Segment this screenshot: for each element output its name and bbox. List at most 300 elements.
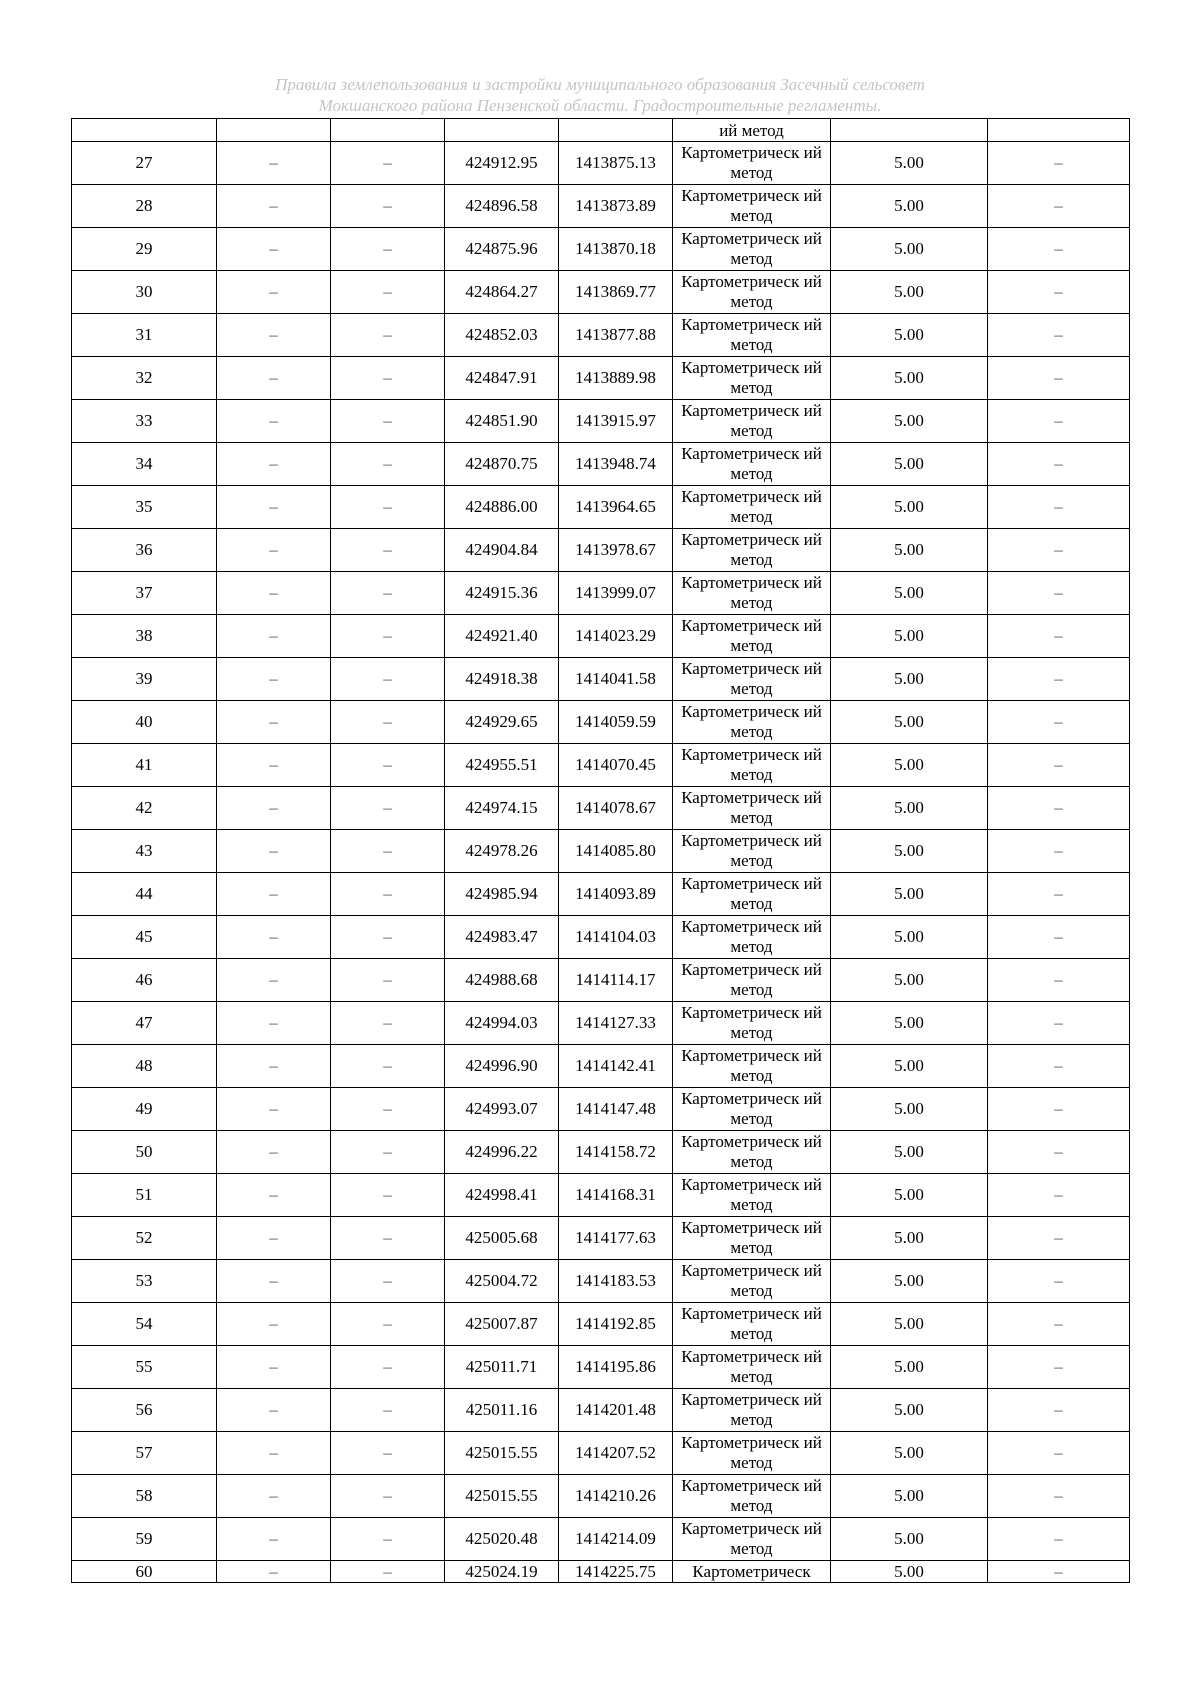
cell-col3: – — [331, 916, 445, 959]
cell-col2: – — [217, 744, 331, 787]
cell-method: Картометрическ ий метод — [673, 1346, 831, 1389]
cell-col8: – — [988, 1088, 1130, 1131]
cell-y-coordinate: 1414093.89 — [559, 873, 673, 916]
cell-col3: – — [331, 830, 445, 873]
cell-method: Картометрическ ий метод — [673, 1260, 831, 1303]
cell-accuracy: 5.00 — [831, 701, 988, 744]
cell-x-coordinate: 424985.94 — [445, 873, 559, 916]
cell-y-coordinate: 1413948.74 — [559, 443, 673, 486]
cell-x-coordinate: 425020.48 — [445, 1518, 559, 1561]
cell-method: Картометрическ ий метод — [673, 271, 831, 314]
cell-point-number: 55 — [72, 1346, 217, 1389]
cell-point-number: 43 — [72, 830, 217, 873]
table-row — [72, 916, 1130, 959]
table-row — [72, 830, 1130, 873]
table-row — [72, 572, 1130, 615]
cell-x-coordinate: 424851.90 — [445, 400, 559, 443]
cell-col2: – — [217, 1174, 331, 1217]
cell-col2: – — [217, 1303, 331, 1346]
cell-x-coordinate: 424864.27 — [445, 271, 559, 314]
cell-method: Картометрическ ий метод — [673, 615, 831, 658]
cell-point-number: 33 — [72, 400, 217, 443]
cell-method-continued: ий метод — [673, 119, 831, 142]
cell-point-number: 48 — [72, 1045, 217, 1088]
cell-point-number: 31 — [72, 314, 217, 357]
cell-empty — [988, 119, 1130, 142]
cell-method: Картометрическ ий метод — [673, 830, 831, 873]
cell-col3: – — [331, 314, 445, 357]
cell-method: Картометрическ ий метод — [673, 1174, 831, 1217]
cell-col8: – — [988, 185, 1130, 228]
cell-method: Картометрическ ий метод — [673, 959, 831, 1002]
cell-col8: – — [988, 1045, 1130, 1088]
cell-method: Картометрическ ий метод — [673, 443, 831, 486]
cell-method: Картометрическ ий метод — [673, 873, 831, 916]
cell-col8: – — [988, 701, 1130, 744]
cell-point-number: 37 — [72, 572, 217, 615]
cell-col3: – — [331, 1475, 445, 1518]
cell-x-coordinate: 424988.68 — [445, 959, 559, 1002]
cell-col2: – — [217, 572, 331, 615]
cell-method: Картометрическ ий метод — [673, 486, 831, 529]
table-row — [72, 142, 1130, 185]
table-row — [72, 1217, 1130, 1260]
cell-col3: – — [331, 658, 445, 701]
table-row — [72, 1303, 1130, 1346]
cell-col3: – — [331, 1303, 445, 1346]
cell-y-coordinate: 1414059.59 — [559, 701, 673, 744]
cell-method: Картометрическ ий метод — [673, 572, 831, 615]
cell-accuracy: 5.00 — [831, 830, 988, 873]
cell-y-coordinate: 1414177.63 — [559, 1217, 673, 1260]
cell-col3: – — [331, 1045, 445, 1088]
cell-y-coordinate: 1414201.48 — [559, 1389, 673, 1432]
cell-point-number: 57 — [72, 1432, 217, 1475]
cell-accuracy: 5.00 — [831, 744, 988, 787]
cell-col3: – — [331, 1389, 445, 1432]
cell-col2: – — [217, 1131, 331, 1174]
cell-accuracy: 5.00 — [831, 873, 988, 916]
table-row — [72, 1389, 1130, 1432]
cell-accuracy: 5.00 — [831, 486, 988, 529]
cell-method: Картометрическ ий метод — [673, 1002, 831, 1045]
cell-accuracy: 5.00 — [831, 1260, 988, 1303]
cell-col8: – — [988, 1432, 1130, 1475]
cell-method: Картометрическ ий метод — [673, 142, 831, 185]
cell-accuracy: 5.00 — [831, 916, 988, 959]
cell-method: Картометрическ ий метод — [673, 1217, 831, 1260]
cell-accuracy: 5.00 — [831, 1475, 988, 1518]
cell-col2: – — [217, 228, 331, 271]
page-header — [0, 74, 1200, 116]
cell-col2: – — [217, 916, 331, 959]
cell-col2: – — [217, 1088, 331, 1131]
cell-col2: – — [217, 615, 331, 658]
cell-x-coordinate: 424929.65 — [445, 701, 559, 744]
table-row-continued — [72, 119, 1130, 142]
cell-col8: – — [988, 830, 1130, 873]
cell-y-coordinate: 1414214.09 — [559, 1518, 673, 1561]
table-row — [72, 529, 1130, 572]
cell-point-number: 58 — [72, 1475, 217, 1518]
cell-col3: – — [331, 228, 445, 271]
table-row — [72, 271, 1130, 314]
cell-x-coordinate: 424896.58 — [445, 185, 559, 228]
cell-col3: – — [331, 873, 445, 916]
cell-x-coordinate: 424918.38 — [445, 658, 559, 701]
cell-col8: – — [988, 228, 1130, 271]
table-row — [72, 314, 1130, 357]
cell-col2: – — [217, 400, 331, 443]
cell-method: Картометрическ ий метод — [673, 1045, 831, 1088]
table-row — [72, 744, 1130, 787]
cell-x-coordinate: 424974.15 — [445, 787, 559, 830]
cell-method: Картометрическ ий метод — [673, 400, 831, 443]
table-row — [72, 1518, 1130, 1561]
cell-point-number: 38 — [72, 615, 217, 658]
cell-x-coordinate: 424998.41 — [445, 1174, 559, 1217]
cell-y-coordinate: 1414210.26 — [559, 1475, 673, 1518]
cell-col3: – — [331, 1131, 445, 1174]
cell-col8: – — [988, 1561, 1130, 1583]
cell-accuracy: 5.00 — [831, 1002, 988, 1045]
cell-col8: – — [988, 959, 1130, 1002]
cell-point-number: 56 — [72, 1389, 217, 1432]
cell-col2: – — [217, 787, 331, 830]
cell-accuracy: 5.00 — [831, 1131, 988, 1174]
cell-y-coordinate: 1413964.65 — [559, 486, 673, 529]
cell-x-coordinate: 424852.03 — [445, 314, 559, 357]
cell-col2: – — [217, 1561, 331, 1583]
cell-point-number: 51 — [72, 1174, 217, 1217]
cell-accuracy: 5.00 — [831, 1561, 988, 1583]
cell-col2: – — [217, 701, 331, 744]
cell-col3: – — [331, 1002, 445, 1045]
cell-col8: – — [988, 572, 1130, 615]
cell-point-number: 39 — [72, 658, 217, 701]
cell-point-number: 47 — [72, 1002, 217, 1045]
cell-col8: – — [988, 400, 1130, 443]
cell-y-coordinate: 1414070.45 — [559, 744, 673, 787]
cell-accuracy: 5.00 — [831, 228, 988, 271]
table-row — [72, 1260, 1130, 1303]
cell-col2: – — [217, 1217, 331, 1260]
cell-y-coordinate: 1414104.03 — [559, 916, 673, 959]
table-row — [72, 701, 1130, 744]
cell-accuracy: 5.00 — [831, 1518, 988, 1561]
cell-method: Картометрическ ий метод — [673, 701, 831, 744]
cell-col3: – — [331, 486, 445, 529]
cell-col3: – — [331, 1346, 445, 1389]
table-row — [72, 1174, 1130, 1217]
cell-col8: – — [988, 1174, 1130, 1217]
cell-point-number: 34 — [72, 443, 217, 486]
cell-col2: – — [217, 443, 331, 486]
table-row — [72, 1002, 1130, 1045]
cell-col8: – — [988, 142, 1130, 185]
cell-y-coordinate: 1414041.58 — [559, 658, 673, 701]
cell-accuracy: 5.00 — [831, 1174, 988, 1217]
cell-x-coordinate: 424870.75 — [445, 443, 559, 486]
cell-y-coordinate: 1414147.48 — [559, 1088, 673, 1131]
cell-col2: – — [217, 1432, 331, 1475]
cell-accuracy: 5.00 — [831, 787, 988, 830]
cell-col3: – — [331, 701, 445, 744]
cell-method: Картометрическ ий метод — [673, 744, 831, 787]
cell-col3: – — [331, 271, 445, 314]
cell-accuracy: 5.00 — [831, 271, 988, 314]
cell-accuracy: 5.00 — [831, 314, 988, 357]
cell-point-number: 42 — [72, 787, 217, 830]
cell-col8: – — [988, 1217, 1130, 1260]
cell-accuracy: 5.00 — [831, 1303, 988, 1346]
cell-x-coordinate: 424912.95 — [445, 142, 559, 185]
cell-col3: – — [331, 185, 445, 228]
cell-y-coordinate: 1413999.07 — [559, 572, 673, 615]
cell-method: Картометрическ ий метод — [673, 1303, 831, 1346]
cell-point-number: 30 — [72, 271, 217, 314]
coordinates-table — [71, 118, 1130, 1583]
cell-col8: – — [988, 443, 1130, 486]
cell-col3: – — [331, 1518, 445, 1561]
cell-empty — [217, 119, 331, 142]
table-row — [72, 486, 1130, 529]
cell-point-number: 35 — [72, 486, 217, 529]
cell-point-number: 49 — [72, 1088, 217, 1131]
cell-point-number: 29 — [72, 228, 217, 271]
cell-col8: – — [988, 1260, 1130, 1303]
cell-method: Картометрическ ий метод — [673, 1475, 831, 1518]
cell-col3: – — [331, 959, 445, 1002]
cell-col8: – — [988, 1131, 1130, 1174]
table-body — [72, 119, 1130, 1583]
cell-y-coordinate: 1414127.33 — [559, 1002, 673, 1045]
cell-x-coordinate: 425004.72 — [445, 1260, 559, 1303]
cell-method: Картометрическ ий метод — [673, 357, 831, 400]
cell-y-coordinate: 1414158.72 — [559, 1131, 673, 1174]
cell-accuracy: 5.00 — [831, 1432, 988, 1475]
cell-col8: – — [988, 615, 1130, 658]
cell-col2: – — [217, 830, 331, 873]
cell-accuracy: 5.00 — [831, 1389, 988, 1432]
cell-y-coordinate: 1414142.41 — [559, 1045, 673, 1088]
cell-y-coordinate: 1414195.86 — [559, 1346, 673, 1389]
cell-accuracy: 5.00 — [831, 658, 988, 701]
header-line-1: Правила землепользования и застройки муниципального образования Засечный сельсовет — [275, 75, 925, 94]
cell-method: Картометрическ ий метод — [673, 1088, 831, 1131]
cell-point-number: 36 — [72, 529, 217, 572]
cell-y-coordinate: 1413915.97 — [559, 400, 673, 443]
cell-x-coordinate: 424955.51 — [445, 744, 559, 787]
table-row — [72, 228, 1130, 271]
table-row — [72, 959, 1130, 1002]
cell-y-coordinate: 1414114.17 — [559, 959, 673, 1002]
cell-col8: – — [988, 486, 1130, 529]
table-row — [72, 787, 1130, 830]
table-row-last — [72, 1561, 1130, 1583]
cell-col2: – — [217, 271, 331, 314]
cell-x-coordinate: 425015.55 — [445, 1475, 559, 1518]
table-row — [72, 1432, 1130, 1475]
cell-col2: – — [217, 1389, 331, 1432]
cell-point-number: 28 — [72, 185, 217, 228]
cell-y-coordinate: 1414023.29 — [559, 615, 673, 658]
table-row — [72, 185, 1130, 228]
cell-x-coordinate: 425015.55 — [445, 1432, 559, 1475]
cell-point-number: 52 — [72, 1217, 217, 1260]
cell-empty — [445, 119, 559, 142]
cell-method: Картометрическ ий метод — [673, 529, 831, 572]
cell-point-number: 41 — [72, 744, 217, 787]
cell-method: Картометрическ ий метод — [673, 787, 831, 830]
cell-col8: – — [988, 658, 1130, 701]
table-row — [72, 615, 1130, 658]
cell-accuracy: 5.00 — [831, 1346, 988, 1389]
cell-x-coordinate: 425024.19 — [445, 1561, 559, 1583]
cell-x-coordinate: 424996.90 — [445, 1045, 559, 1088]
cell-method: Картометрическ — [673, 1561, 831, 1583]
cell-col8: – — [988, 529, 1130, 572]
cell-y-coordinate: 1413869.77 — [559, 271, 673, 314]
cell-col8: – — [988, 1518, 1130, 1561]
cell-col2: – — [217, 185, 331, 228]
cell-accuracy: 5.00 — [831, 572, 988, 615]
cell-col3: – — [331, 1217, 445, 1260]
cell-col2: – — [217, 658, 331, 701]
cell-x-coordinate: 424996.22 — [445, 1131, 559, 1174]
cell-point-number: 40 — [72, 701, 217, 744]
cell-x-coordinate: 424915.36 — [445, 572, 559, 615]
cell-col3: – — [331, 1561, 445, 1583]
cell-col3: – — [331, 529, 445, 572]
cell-col8: – — [988, 1303, 1130, 1346]
cell-col2: – — [217, 1260, 331, 1303]
cell-x-coordinate: 425007.87 — [445, 1303, 559, 1346]
cell-x-coordinate: 424847.91 — [445, 357, 559, 400]
cell-y-coordinate: 1413873.89 — [559, 185, 673, 228]
cell-col2: – — [217, 1045, 331, 1088]
cell-point-number: 45 — [72, 916, 217, 959]
cell-point-number: 59 — [72, 1518, 217, 1561]
cell-col8: – — [988, 1002, 1130, 1045]
cell-method: Картометрическ ий метод — [673, 658, 831, 701]
table-row — [72, 443, 1130, 486]
cell-col8: – — [988, 916, 1130, 959]
cell-accuracy: 5.00 — [831, 443, 988, 486]
cell-y-coordinate: 1413877.88 — [559, 314, 673, 357]
cell-x-coordinate: 425005.68 — [445, 1217, 559, 1260]
cell-x-coordinate: 424978.26 — [445, 830, 559, 873]
cell-method: Картометрическ ий метод — [673, 1131, 831, 1174]
cell-x-coordinate: 424875.96 — [445, 228, 559, 271]
cell-col3: – — [331, 787, 445, 830]
cell-accuracy: 5.00 — [831, 615, 988, 658]
cell-col3: – — [331, 615, 445, 658]
cell-col2: – — [217, 873, 331, 916]
cell-col3: – — [331, 357, 445, 400]
cell-col2: – — [217, 486, 331, 529]
cell-col8: – — [988, 744, 1130, 787]
cell-point-number: 54 — [72, 1303, 217, 1346]
cell-x-coordinate: 424983.47 — [445, 916, 559, 959]
cell-col2: – — [217, 314, 331, 357]
cell-y-coordinate: 1414078.67 — [559, 787, 673, 830]
cell-empty — [331, 119, 445, 142]
cell-y-coordinate: 1413875.13 — [559, 142, 673, 185]
cell-x-coordinate: 425011.71 — [445, 1346, 559, 1389]
cell-y-coordinate: 1414183.53 — [559, 1260, 673, 1303]
cell-col8: – — [988, 314, 1130, 357]
cell-col2: – — [217, 959, 331, 1002]
table-row — [72, 1088, 1130, 1131]
cell-col8: – — [988, 873, 1130, 916]
cell-point-number: 46 — [72, 959, 217, 1002]
cell-col3: – — [331, 1174, 445, 1217]
table-row — [72, 873, 1130, 916]
cell-col2: – — [217, 1346, 331, 1389]
cell-x-coordinate: 425011.16 — [445, 1389, 559, 1432]
cell-col2: – — [217, 1002, 331, 1045]
cell-accuracy: 5.00 — [831, 1045, 988, 1088]
cell-method: Картометрическ ий метод — [673, 916, 831, 959]
cell-y-coordinate: 1414085.80 — [559, 830, 673, 873]
table-row — [72, 658, 1130, 701]
cell-y-coordinate: 1414168.31 — [559, 1174, 673, 1217]
cell-col3: – — [331, 443, 445, 486]
cell-y-coordinate: 1414225.75 — [559, 1561, 673, 1583]
cell-method: Картометрическ ий метод — [673, 1389, 831, 1432]
cell-point-number: 60 — [72, 1561, 217, 1583]
cell-point-number: 27 — [72, 142, 217, 185]
cell-accuracy: 5.00 — [831, 400, 988, 443]
cell-accuracy: 5.00 — [831, 1088, 988, 1131]
cell-x-coordinate: 424886.00 — [445, 486, 559, 529]
cell-accuracy: 5.00 — [831, 185, 988, 228]
table-row — [72, 1475, 1130, 1518]
table-row — [72, 400, 1130, 443]
cell-col8: – — [988, 1389, 1130, 1432]
cell-accuracy: 5.00 — [831, 142, 988, 185]
cell-col3: – — [331, 572, 445, 615]
cell-y-coordinate: 1413870.18 — [559, 228, 673, 271]
cell-method: Картометрическ ий метод — [673, 1432, 831, 1475]
cell-col3: – — [331, 1260, 445, 1303]
cell-point-number: 32 — [72, 357, 217, 400]
cell-empty — [831, 119, 988, 142]
cell-y-coordinate: 1414207.52 — [559, 1432, 673, 1475]
table-row — [72, 357, 1130, 400]
table-row — [72, 1045, 1130, 1088]
table-row — [72, 1131, 1130, 1174]
cell-col8: – — [988, 271, 1130, 314]
cell-col2: – — [217, 1475, 331, 1518]
cell-col8: – — [988, 787, 1130, 830]
cell-method: Картометрическ ий метод — [673, 314, 831, 357]
cell-x-coordinate: 424993.07 — [445, 1088, 559, 1131]
cell-y-coordinate: 1413978.67 — [559, 529, 673, 572]
cell-y-coordinate: 1414192.85 — [559, 1303, 673, 1346]
cell-col3: – — [331, 744, 445, 787]
cell-col2: – — [217, 357, 331, 400]
cell-col2: – — [217, 1518, 331, 1561]
cell-method: Картометрическ ий метод — [673, 185, 831, 228]
cell-col3: – — [331, 1088, 445, 1131]
cell-point-number: 44 — [72, 873, 217, 916]
cell-col3: – — [331, 1432, 445, 1475]
cell-col2: – — [217, 142, 331, 185]
header-line-2: Мокшанского района Пензенской области. Градостроительные регламенты. — [318, 96, 882, 115]
cell-point-number: 53 — [72, 1260, 217, 1303]
